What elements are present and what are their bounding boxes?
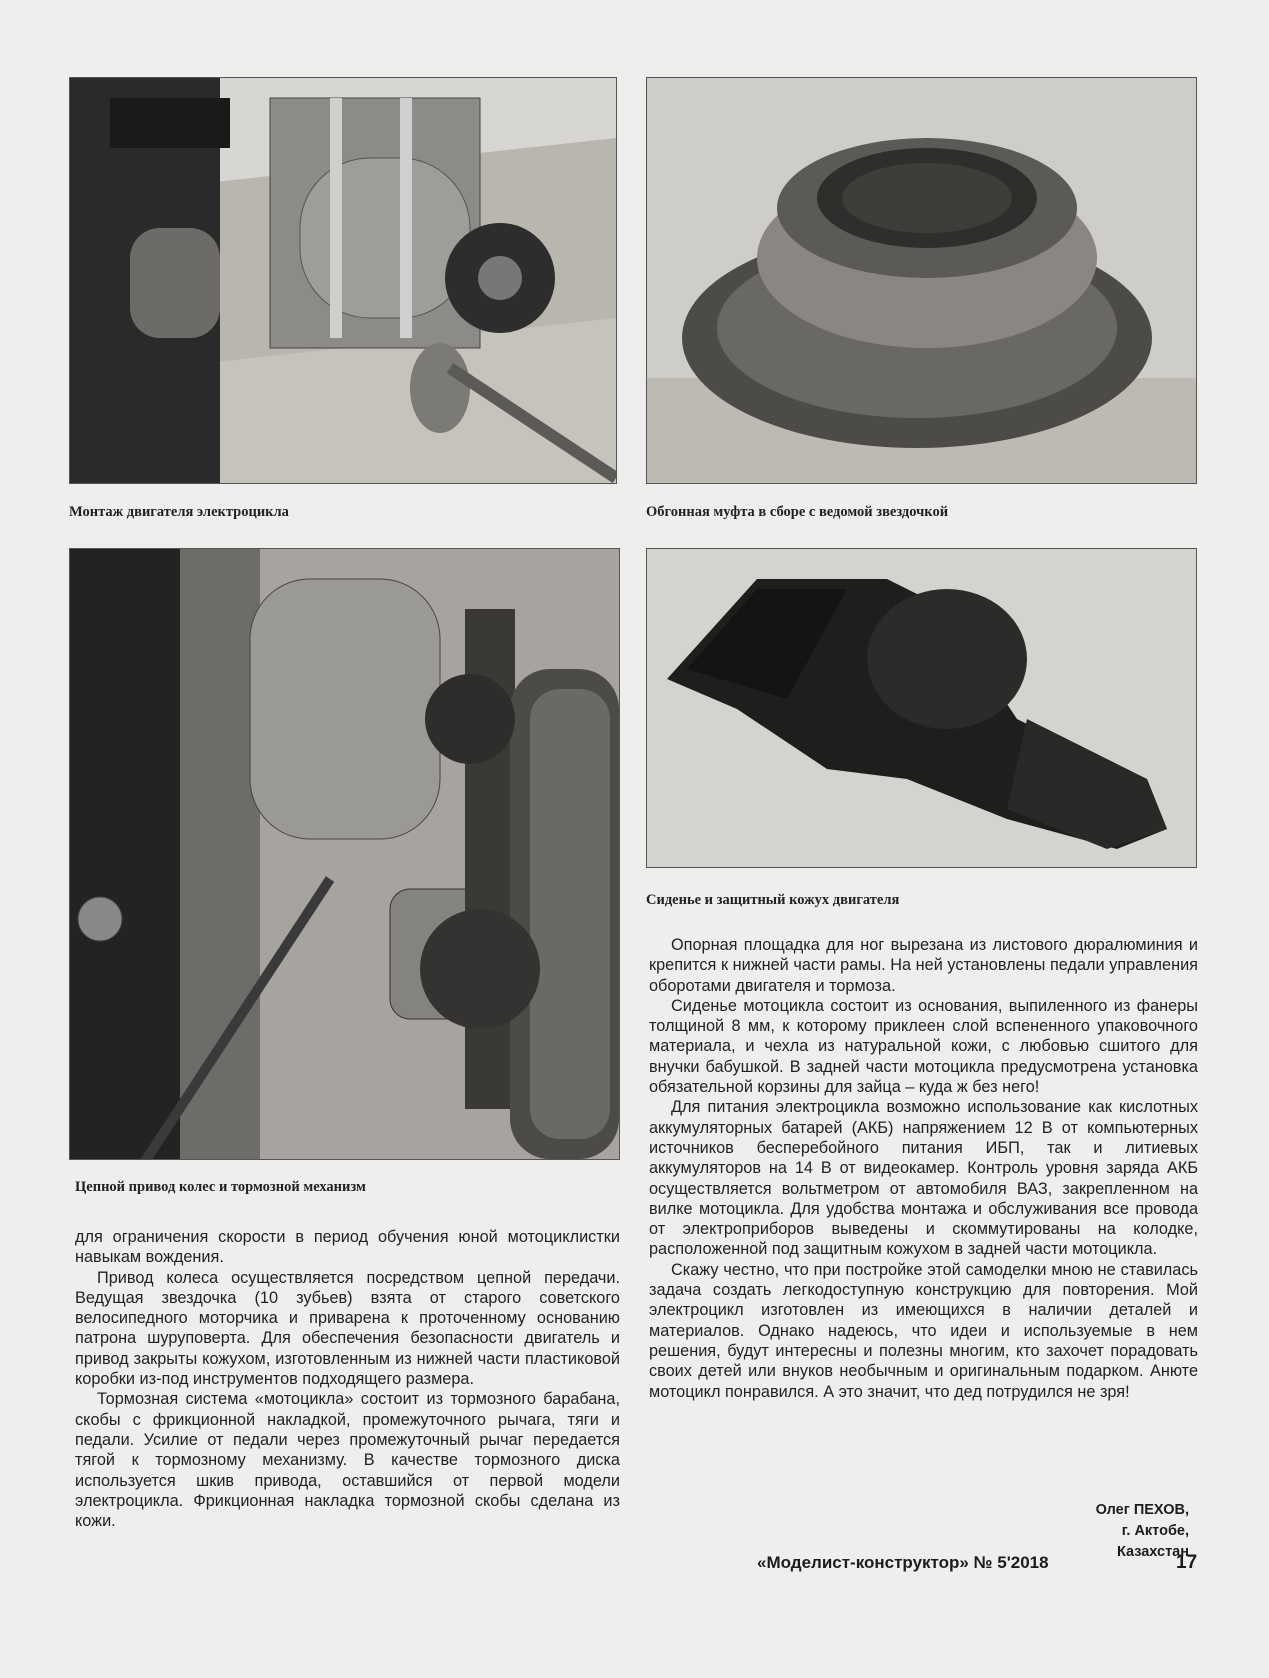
author-signature — [1096, 1500, 1189, 1563]
paragraph: Сиденье мотоцикла состоит из основания, выпиленного из фанеры толщиной 8 мм, к которому приклеен слой вспененного упаковочного материала, и чехла из натуральной кожи, с любовью сшитого для внучки бабушкой. В задней части мотоцикла предусмотрена установка обязательной корзины для зайца – куда ж без него! — [649, 996, 1198, 1097]
author-city: г. Актобе, — [1121, 1523, 1189, 1539]
paragraph: для ограничения скорости в период обучения юной мотоциклистки навыкам вождения. — [75, 1228, 620, 1267]
motor-mount-photo — [69, 77, 617, 484]
paragraph: Опорная площадка для ног вырезана из листового дюралюминия и крепится к нижней части рамы. На ней установлены педали управления оборотами двигателя и тормоза. — [649, 936, 1198, 995]
seat-cover-photo — [646, 548, 1197, 868]
paragraph: Скажу честно, что при постройке этой самоделки мною не ставилась задача создать легкодоступную конструкцию для повторения. Мой электроцикл изготовлен из имеющихся в наличии деталей и материалов. Однако надеюсь, что идеи и используемые в нем решения, будут интересны и полезны многим, кто захочет порадовать своих детей или внуков необычным и оригинальным подарком. Анюте мотоцикл понравился. А это значит, что дед потрудился не зря! — [649, 1260, 1198, 1401]
left-text-column — [75, 1227, 620, 1531]
paragraph: Тормозная система «мотоцикла» состоит из тормозного барабана, скобы с фрикционной накладкой, промежуточного рычага, тяги и педали. Усилие от педали через промежуточный рычаг передается тягой к тормозному механизму. В качестве тормозного диска используется шкив привода, оставшийся от первой модели электроцикла. Фрикционная накладка тормозной скобы сделана из кожи. — [75, 1390, 620, 1531]
chain-drive-photo — [69, 548, 620, 1160]
page-number: 17 — [1176, 1552, 1198, 1573]
photo-caption: Сиденье и защитный кожух двигателя — [646, 892, 900, 908]
paragraph: Привод колеса осуществляется посредством цепной передачи. Ведущая звездочка (10 зубьев) взята от старого советского велосипедного моторчика и приварена к проточенному основанию патрона шуруповерта. Для обеспечения безопасности двигатель и привод закрыты кожухом, изготовленным из нижней части пластиковой коробки из-под инструментов подходящего размера. — [75, 1268, 620, 1389]
paragraph: Для питания электроцикла возможно использование как кислотных аккумуляторных батарей (АКБ) напряжением 12 В от компьютерных источников бесперебойного питания ИБП, так и литиевых аккумуляторов на 14 В от видеокамер. Контроль уровня заряда АКБ осуществляется вольтметром от автомобиля ВАЗ, закрепленном на вилке мотоцикла. Для удобства монтажа и обслуживания все провода от электроприборов выведены и скоммутированы на колодке, расположенной под защитным кожухом в задней части мотоцикла. — [649, 1098, 1198, 1259]
author-name: Олег ПЕХОВ, — [1095, 1502, 1189, 1518]
author-country: Казахстан — [1116, 1544, 1189, 1560]
photo-caption: Обгонная муфта в сборе с ведомой звездочкой — [646, 504, 949, 520]
photo-caption: Цепной привод колес и тормозной механизм — [75, 1179, 366, 1195]
magazine-footer: «Моделист-конструктор» № 5'2018 — [757, 1553, 1049, 1572]
right-text-column — [649, 935, 1198, 1402]
photo-caption: Монтаж двигателя электроцикла — [69, 504, 289, 520]
freewheel-clutch-photo — [646, 77, 1197, 484]
